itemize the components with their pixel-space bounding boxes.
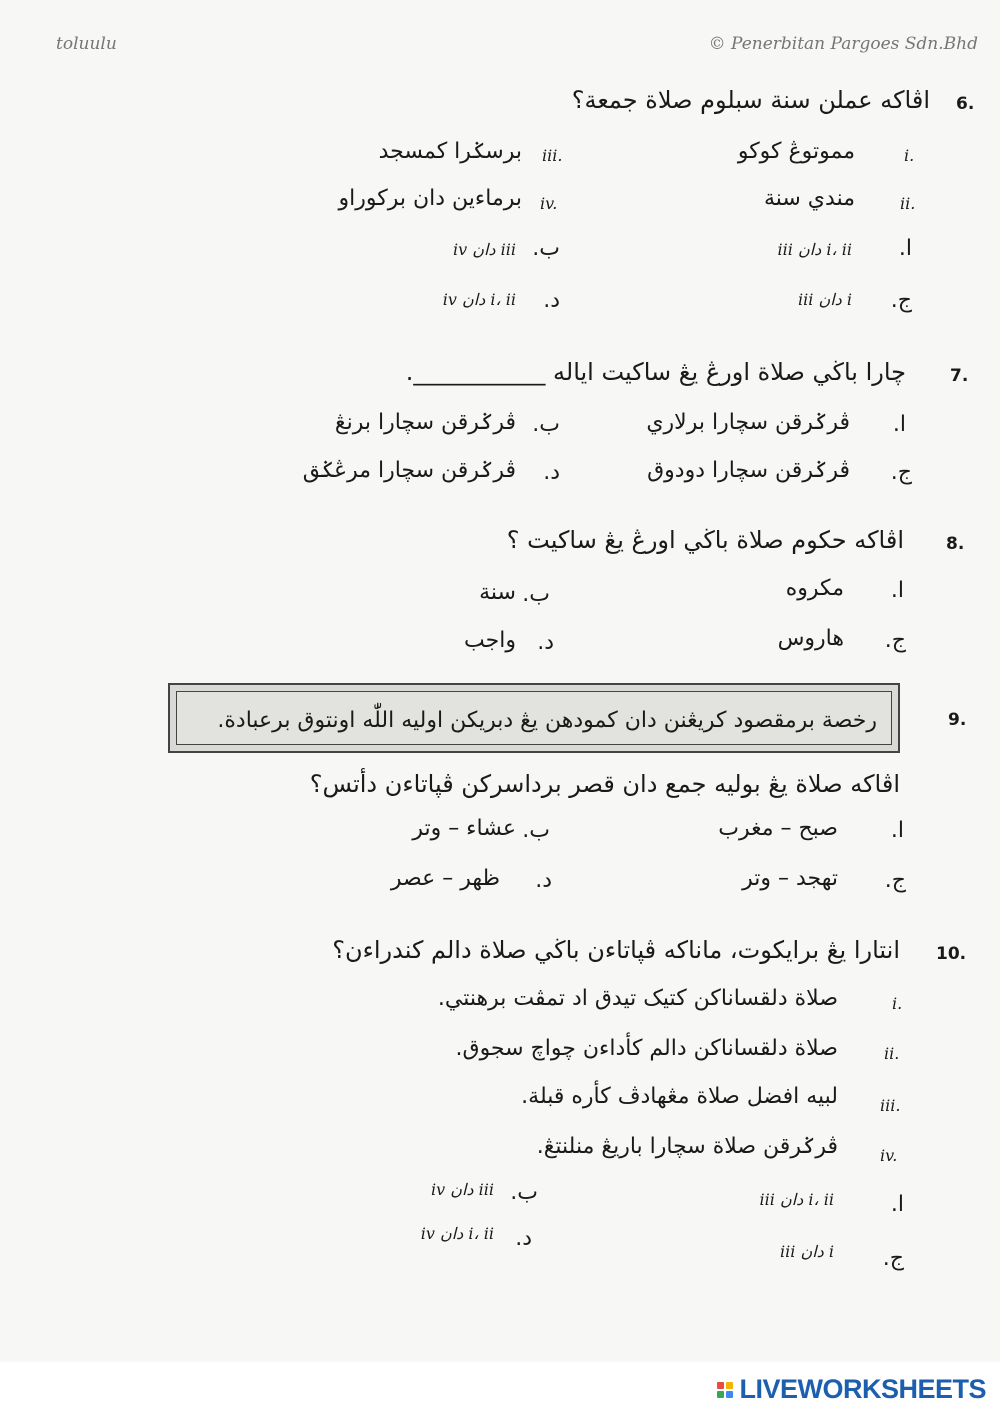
q8-option-c-letter[interactable]: ج. — [884, 628, 906, 653]
q6-option-c-letter[interactable]: ج. — [890, 288, 912, 313]
header-left-text: toluulu — [56, 34, 117, 54]
question-10-text: انتارا يڠ برايكوت، ماناكه ڤپاتاءن باڬي صلاة دالم كندراءن؟ — [332, 936, 900, 964]
q10-option-d[interactable]: i، ii دان iv — [420, 1224, 494, 1243]
q6-option-a[interactable]: i، ii دان iii — [777, 240, 852, 259]
q7-option-d[interactable]: ڤرݢرقن سچارا مرڠݢق — [302, 458, 516, 483]
q9-option-b-letter[interactable]: ب. — [522, 818, 550, 843]
q7-option-b[interactable]: ڤرݢرقن سچارا برنڠ — [334, 410, 516, 435]
q10-statement-iii: لبيه افضل صلاة مڠهادڤ كأره قبلة. — [521, 1084, 838, 1109]
q9-option-a[interactable]: صبح – مغرب — [718, 816, 838, 841]
question-6-text: اڤاكه عملن سنة سبلوم صلاة جمعة؟ — [571, 86, 930, 114]
q9-option-a-letter[interactable]: ا. — [890, 818, 904, 843]
q7-option-c-letter[interactable]: ج. — [890, 460, 912, 485]
q7-option-d-letter[interactable]: د. — [543, 460, 560, 485]
definition-text: رخصة برمقصود كريڠنن دان كمودهن يڠ دبريكن اوليه اللّٰه اونتوق برعبادة. — [217, 708, 877, 733]
logo-square-yellow — [726, 1382, 733, 1389]
q6-marker-i: i. — [904, 146, 915, 165]
q9-option-d[interactable]: ظهر – عصر — [390, 866, 500, 891]
logo-square-red — [717, 1382, 724, 1389]
question-7-text: چارا باڬي صلاة اورڠ يڠ ساكيت اياله ___________. — [405, 358, 906, 386]
q9-option-c[interactable]: تهجد – وتر — [742, 866, 838, 891]
liveworksheets-logo-text: LIVEWORKSHEETS — [739, 1374, 986, 1404]
logo-square-green — [717, 1391, 724, 1398]
q6-statement-ii: مندي سنة — [763, 186, 855, 211]
q6-statement-iii: برسݢرا كمسجد — [378, 139, 522, 164]
q6-option-c[interactable]: i دان iii — [798, 290, 852, 309]
q6-option-d-letter[interactable]: د. — [543, 288, 560, 313]
q6-marker-iii: iii. — [542, 146, 563, 165]
q7-option-b-letter[interactable]: ب. — [532, 412, 560, 437]
question-8-number: 8. — [946, 534, 965, 554]
q6-option-a-letter[interactable]: ا. — [898, 236, 912, 261]
question-6-number: 6. — [956, 94, 975, 114]
q9-option-b[interactable]: عشاء – وتر — [412, 816, 516, 841]
q9-option-c-letter[interactable]: ج. — [884, 868, 906, 893]
q10-option-a-letter[interactable]: ا. — [890, 1192, 904, 1217]
q10-statement-i: صلاة دلقساناكن كتيک تيدق اد تمڤت برهنتي. — [437, 986, 838, 1011]
logo-square-blue — [726, 1391, 733, 1398]
q6-statement-i: مموتوڠ كوكو — [737, 139, 855, 164]
q8-option-d[interactable]: واجب — [464, 628, 516, 653]
question-9-number: 9. — [948, 710, 967, 730]
q7-option-c[interactable]: ڤرݢرقن سچارا دودوق — [647, 458, 850, 483]
q8-option-c[interactable]: هاروس — [777, 626, 844, 651]
definition-box — [168, 683, 900, 753]
q8-option-d-letter[interactable]: د. — [537, 630, 554, 655]
question-8-text: اڤاكه حكوم صلاة باڬي اورڠ يڠ ساكيت ؟ — [506, 526, 904, 554]
q8-option-b-letter[interactable]: ب. — [522, 582, 550, 607]
q10-statement-ii: صلاة دلقساناكن دالم كأداءن چواچ سجوق. — [455, 1036, 838, 1061]
q8-option-b[interactable]: سنة — [479, 580, 516, 605]
question-9-text: اڤاكه صلاة يڠ بوليه جمع دان قصر برداسركن ڤپاتاءن دأتس؟ — [309, 770, 900, 798]
q10-option-b[interactable]: iii دان iv — [430, 1180, 494, 1199]
definition-box-inner — [176, 691, 892, 745]
q10-option-c[interactable]: i دان iii — [780, 1242, 834, 1261]
q6-option-b[interactable]: iii دان iv — [452, 240, 516, 259]
q9-option-d-letter[interactable]: د. — [535, 868, 552, 893]
q10-marker-iii: iii. — [880, 1096, 901, 1115]
liveworksheets-logo[interactable] — [717, 1374, 986, 1405]
question-7-number: 7. — [950, 366, 969, 386]
q7-option-a[interactable]: ڤرݢرقن سچارا برلاري — [646, 410, 850, 435]
q8-option-a[interactable]: مكروه — [785, 576, 844, 601]
q6-marker-iv: iv. — [540, 194, 558, 213]
q10-option-b-letter[interactable]: ب. — [510, 1180, 538, 1205]
q10-statement-iv: ڤرݢرقن صلاة سچارا باريڠ منلنتڠ. — [536, 1134, 838, 1159]
q7-option-a-letter[interactable]: ا. — [892, 412, 906, 437]
q10-option-c-letter[interactable]: ج. — [882, 1246, 904, 1271]
q6-option-b-letter[interactable]: ب. — [532, 236, 560, 261]
liveworksheets-logo-mark-icon — [717, 1382, 733, 1398]
q10-marker-i: i. — [892, 994, 903, 1013]
q10-option-a[interactable]: i، ii دان iii — [759, 1190, 834, 1209]
q6-marker-ii: ii. — [900, 194, 916, 213]
q6-statement-iv: برماءين دان بركوراو — [338, 186, 522, 211]
q6-option-d[interactable]: i، ii دان iv — [442, 290, 516, 309]
publisher-credit: © Penerbitan Pargoes Sdn.Bhd — [708, 34, 978, 54]
q8-option-a-letter[interactable]: ا. — [890, 578, 904, 603]
q10-marker-ii: ii. — [884, 1044, 900, 1063]
q10-option-d-letter[interactable]: د. — [515, 1226, 532, 1251]
q10-marker-iv: iv. — [880, 1146, 898, 1165]
question-10-number: 10. — [936, 944, 967, 964]
